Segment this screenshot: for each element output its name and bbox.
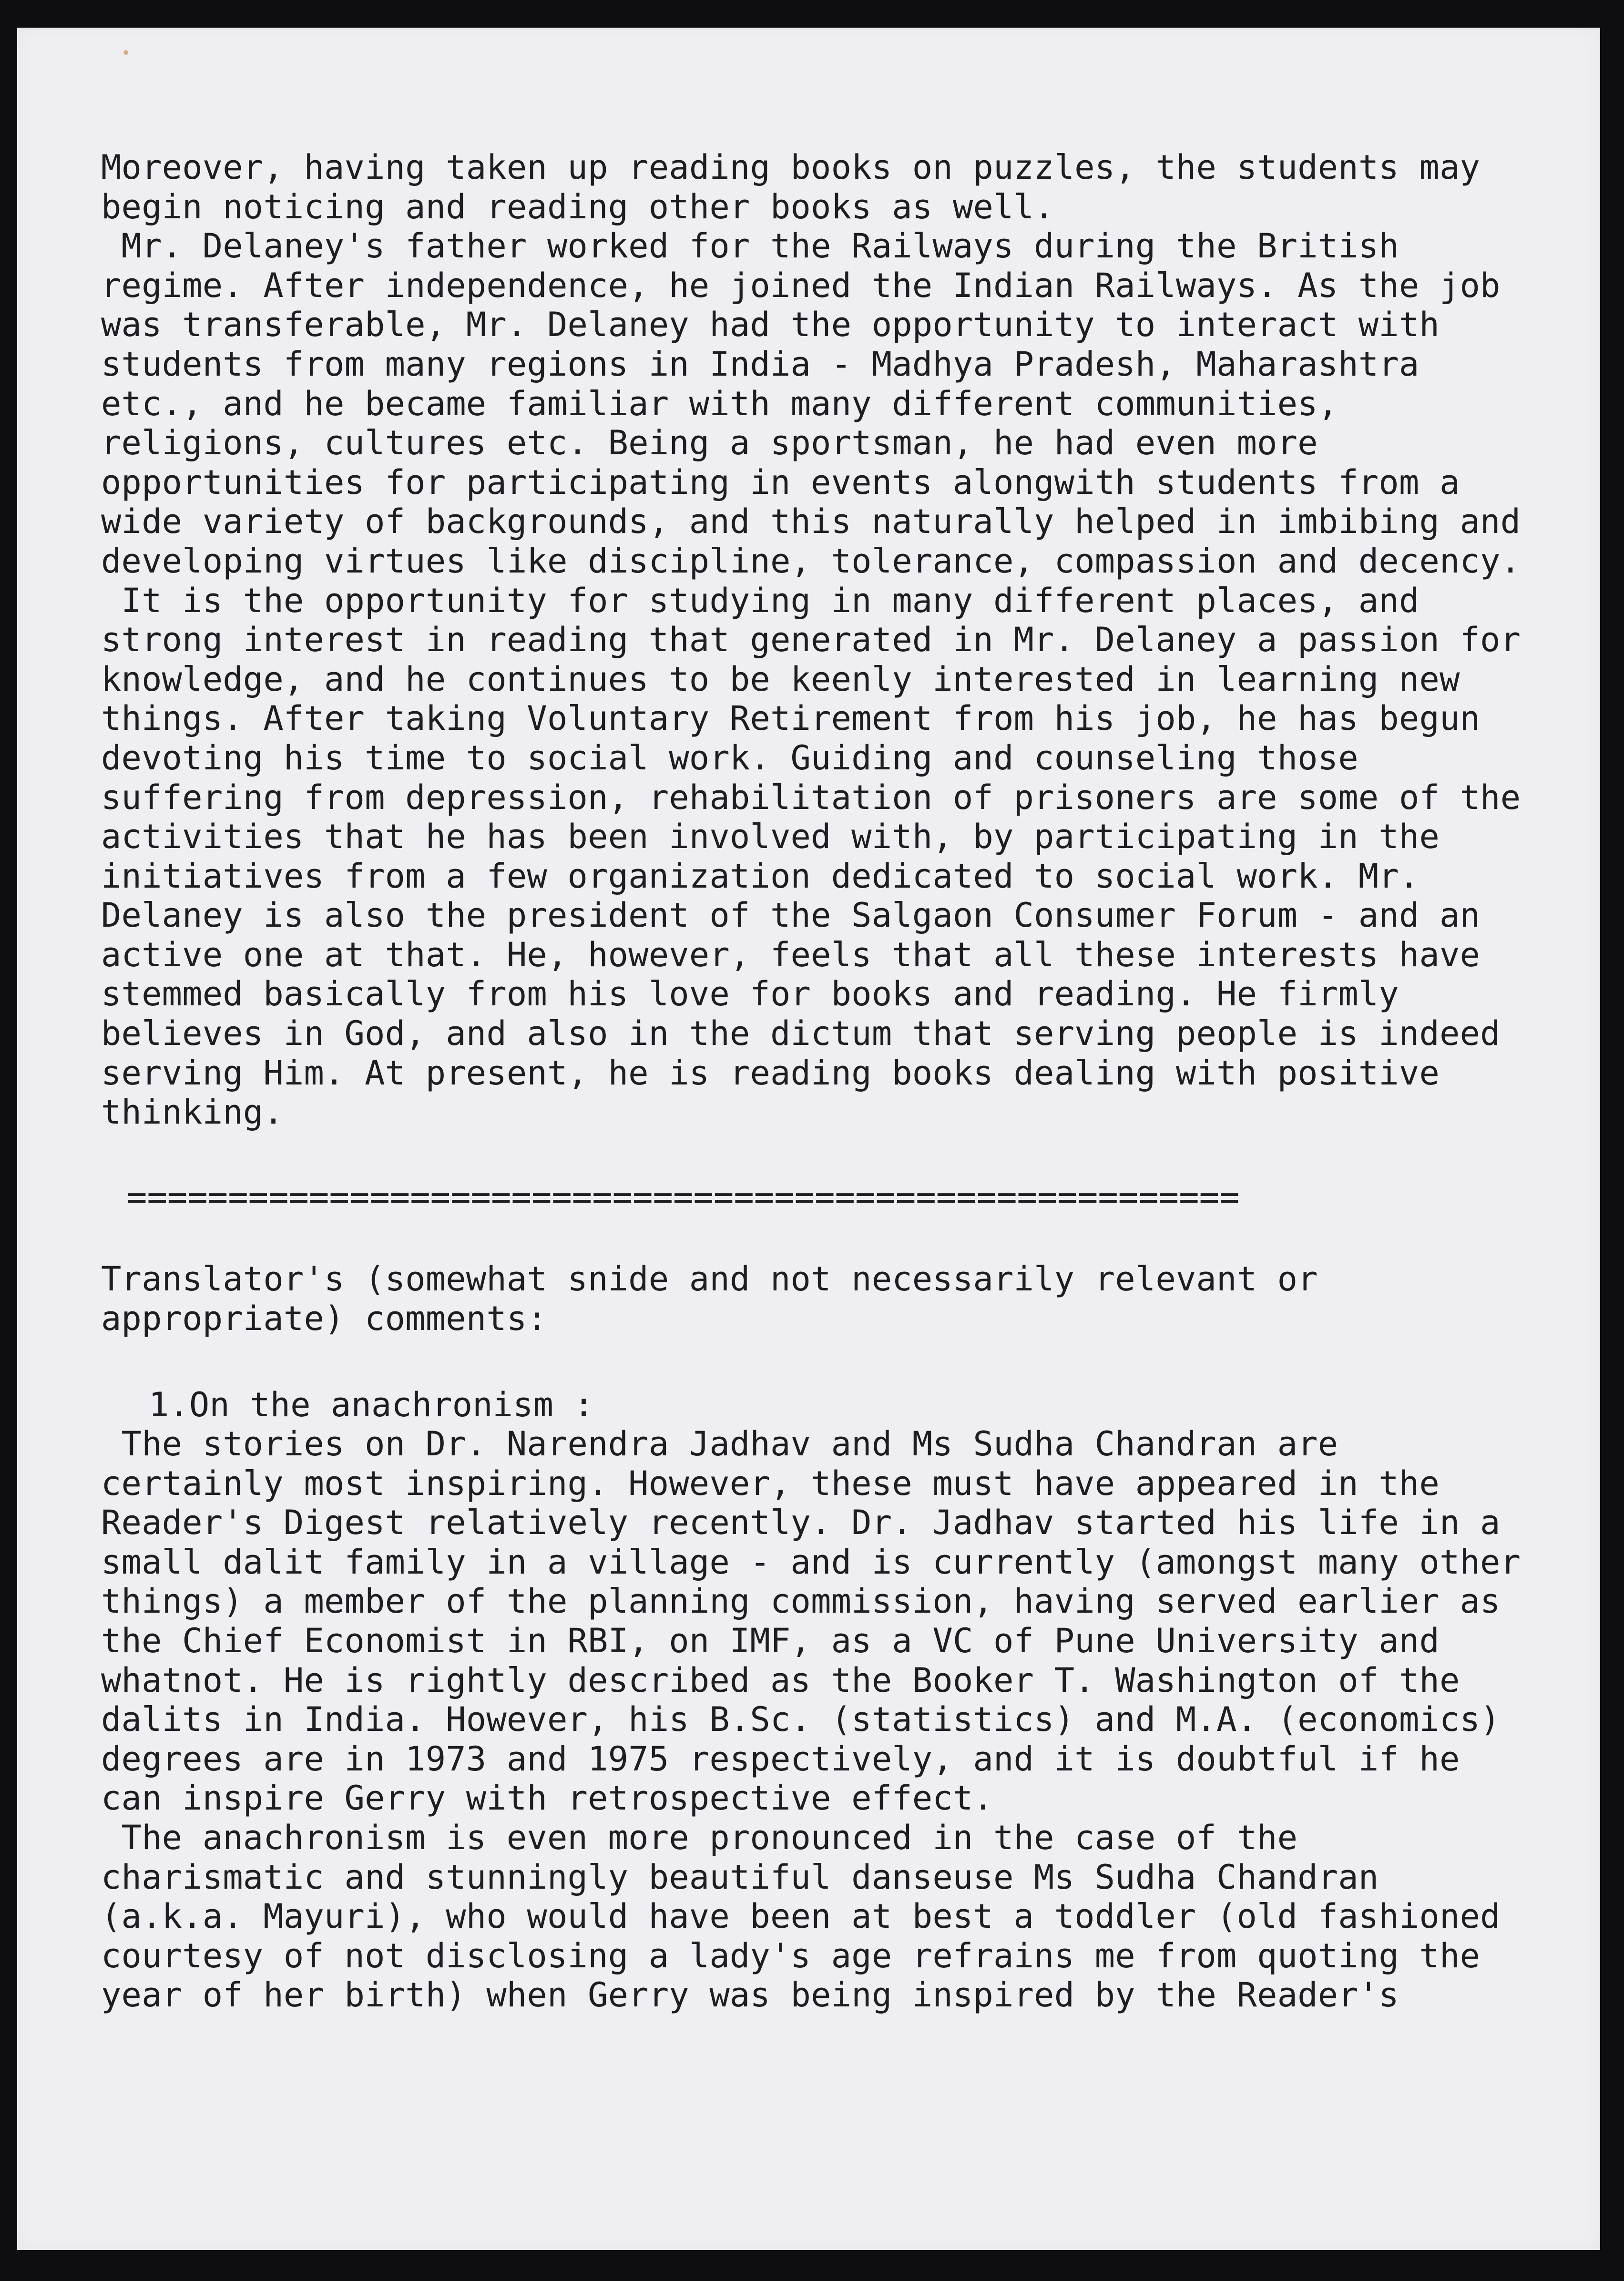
paper-speck [123,50,128,55]
document-page [17,28,1600,2250]
paragraph-delaney-biography: Moreover, having taken up reading books on puzzles, the students may begin noticing and reading other books as well. Mr. Delaney's father worked for the Railways during the British regime. After independence, he joined the Indian Railways. As the job was transferable, Mr. Delaney had the opportunity to interact with students from many regions in India - Madhya Pradesh, Maharashtra etc., and he became familiar with many different communities, religions, cultures etc. Being a sportsman, he had even more opportunities for participating in events alongwith students from a wide variety of backgrounds, and this naturally helped in imbibing and developing virtues like discipline, tolerance, compassion and decency. It is the opportunity for studying in many different places, and strong interest in reading that generated in Mr. Delaney a passion for knowledge, and he continues to be keenly interested in learning new things. After taking Voluntary Retirement from his job, he has begun devoting his time to social work. Guiding and counseling those suffering from depression, rehabilitation of prisoners are some of the activities that he has been involved with, by participating in the initiatives from a few organization dedicated to social work. Mr. Delaney is also the president of the Salgaon Consumer Forum - and an active one at that. He, however, feels that all these interests have stemmed basically from his love for books and reading. He firmly believes in God, and also in the dictum that serving people is indeed serving Him. At present, he is reading books dealing with positive thinking. [101,148,1521,1132]
translator-comments-heading: Translator's (somewhat snide and not necessarily relevant or appropriate) comments: [101,1259,1318,1338]
paragraph-anachronism: The stories on Dr. Narendra Jadhav and Ms Sudha Chandran are certainly most inspiring. However, these must have appeared in the Reader's Digest relatively recently. Dr. Jadhav started his life in a small dalit family in a village - and is currently (amongst many other things) a member of the planning commission, having served earlier as the Chief Economist in RBI, on IMF, as a VC of Pune University and whatnot. He is rightly described as the Booker T. Washington of the dalits in India. However, his B.Sc. (statistics) and M.A. (economics) degrees are in 1973 and 1975 respectively, and it is doubtful if he can inspire Gerry with retrospective effect. The anachronism is even more pronounced in the case of the charismatic and stunningly beautiful danseuse Ms Sudha Chandran (a.k.a. Mayuri), who would have been at best a toddler (old fashioned courtesy of not disclosing a lady's age refrains me from quoting the year of her birth) when Gerry was being inspired by the Reader's [101,1424,1521,2015]
section-separator: ======================================================= [127,1177,1240,1217]
list-item-anachronism: 1.On the anachronism : [149,1385,594,1424]
